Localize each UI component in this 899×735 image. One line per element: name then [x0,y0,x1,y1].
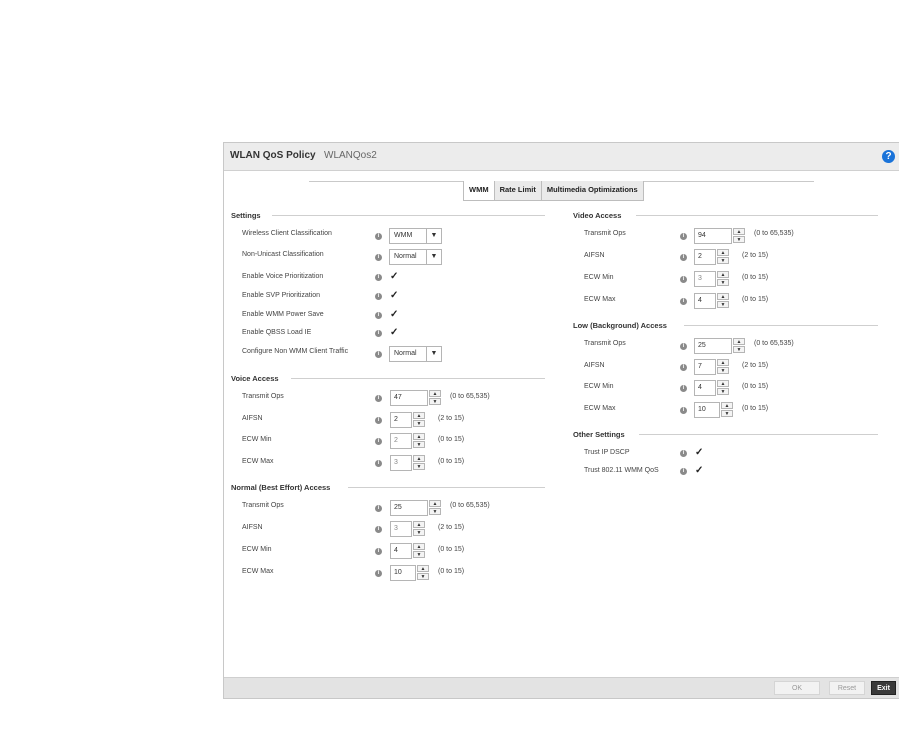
non-unicast-classification-select[interactable]: Normal ▼ [389,249,442,265]
tab-rate-limit[interactable]: Rate Limit [494,181,541,200]
normal-ecw-max-label: ECW Max [242,568,274,575]
info-icon[interactable]: i [680,364,687,371]
voice-ecw-min-range: (0 to 15) [438,436,465,443]
low-aifsn-label: AIFSN [584,362,605,369]
video-transmit-ops-range: (0 to 65,535) [754,230,794,237]
video-access-heading: Video Access [573,211,622,220]
spin-up-icon[interactable]: ▲ [417,565,429,572]
spin-down-icon[interactable]: ▼ [717,257,729,264]
spin-up-icon[interactable]: ▲ [717,271,729,278]
spin-down-icon[interactable]: ▼ [429,398,441,405]
help-icon[interactable]: ? [882,150,895,163]
low-access-heading: Low (Background) Access [573,321,667,330]
video-ecw-min-range: (0 to 15) [742,274,769,281]
spin-down-icon[interactable]: ▼ [717,301,729,308]
enable-voice-prioritization-label: Enable Voice Prioritization [242,273,324,280]
enable-svp-prioritization-checkbox[interactable]: ✓ [390,290,399,301]
ok-button[interactable]: OK [774,681,820,695]
spin-up-icon[interactable]: ▲ [733,228,745,235]
spin-up-icon[interactable]: ▲ [413,412,425,419]
normal-ecw-max-range: (0 to 15) [438,568,465,575]
spin-up-icon[interactable]: ▲ [717,380,729,387]
info-icon[interactable]: i [680,450,687,457]
spin-up-icon[interactable]: ▲ [413,543,425,550]
normal-ecw-min-label: ECW Min [242,546,272,553]
other-settings-divider [639,434,878,435]
voice-access-heading: Voice Access [231,374,279,383]
info-icon[interactable]: i [375,438,382,445]
spin-up-icon[interactable]: ▲ [721,402,733,409]
video-aifsn-range: (2 to 15) [742,252,769,259]
info-icon[interactable]: i [680,233,687,240]
policy-name: WLANQos2 [324,150,377,161]
voice-ecw-max-label: ECW Max [242,458,274,465]
info-icon[interactable]: i [680,468,687,475]
spin-down-icon[interactable]: ▼ [413,551,425,558]
info-icon[interactable]: i [375,274,382,281]
enable-svp-prioritization-label: Enable SVP Prioritization [242,292,321,299]
configure-non-wmm-select[interactable]: Normal ▼ [389,346,442,362]
spin-down-icon[interactable]: ▼ [413,420,425,427]
low-ecw-min-label: ECW Min [584,383,614,390]
tab-multimedia-optimizations[interactable]: Multimedia Optimizations [541,181,643,200]
exit-button[interactable]: Exit [871,681,896,695]
low-aifsn-range: (2 to 15) [742,362,769,369]
settings-divider [272,215,545,216]
spin-down-icon[interactable]: ▼ [717,388,729,395]
spin-down-icon[interactable]: ▼ [733,236,745,243]
trust-wmm-qos-label: Trust 802.11 WMM QoS [584,467,659,474]
info-icon[interactable]: i [375,570,382,577]
normal-access-heading: Normal (Best Effort) Access [231,483,331,492]
info-icon[interactable]: i [375,330,382,337]
wireless-client-classification-label: Wireless Client Classification [242,230,332,237]
enable-wmm-power-save-checkbox[interactable]: ✓ [390,309,399,320]
low-ecw-max-range: (0 to 15) [742,405,769,412]
info-icon[interactable]: i [680,254,687,261]
spin-down-icon[interactable]: ▼ [717,279,729,286]
info-icon[interactable]: i [375,505,382,512]
wireless-client-classification-select[interactable]: WMM ▼ [389,228,442,244]
spin-up-icon[interactable]: ▲ [429,390,441,397]
voice-ecw-max-range: (0 to 15) [438,458,465,465]
normal-access-divider [348,487,545,488]
info-icon[interactable]: i [375,395,382,402]
spin-up-icon[interactable]: ▲ [429,500,441,507]
info-icon[interactable]: i [375,293,382,300]
spin-down-icon[interactable]: ▼ [429,508,441,515]
spin-down-icon[interactable]: ▼ [733,346,745,353]
spin-down-icon[interactable]: ▼ [413,529,425,536]
enable-wmm-power-save-label: Enable WMM Power Save [242,311,324,318]
spin-down-icon[interactable]: ▼ [717,367,729,374]
tab-bar [463,181,644,201]
voice-transmit-ops-label: Transmit Ops [242,393,284,400]
info-icon[interactable]: i [375,254,382,261]
low-access-divider [684,325,878,326]
low-ecw-max-label: ECW Max [584,405,616,412]
trust-ip-dscp-checkbox[interactable]: ✓ [695,447,704,458]
info-icon[interactable]: i [375,417,382,424]
video-ecw-min-label: ECW Min [584,274,614,281]
low-transmit-ops-label: Transmit Ops [584,340,626,347]
trust-ip-dscp-label: Trust IP DSCP [584,449,630,456]
info-icon[interactable]: i [680,385,687,392]
spin-down-icon[interactable]: ▼ [413,441,425,448]
spin-down-icon[interactable]: ▼ [413,463,425,470]
spin-up-icon[interactable]: ▲ [717,249,729,256]
voice-access-divider [291,378,545,379]
info-icon[interactable]: i [375,351,382,358]
chevron-down-icon: ▼ [426,229,441,243]
spin-up-icon[interactable]: ▲ [413,455,425,462]
tab-wmm[interactable]: WMM [464,181,494,200]
info-icon[interactable]: i [375,548,382,555]
spin-up-icon[interactable]: ▲ [717,293,729,300]
title-bar [224,143,899,171]
wlan-qos-policy-panel: WLAN QoS Policy WLANQos2 ? WMM Rate Limit Multimedia Optimizations Settings Wireless Client Classification i WMM ▼ Non-Unicast Classification i Normal ▼ Enable Voice Prioritization i ✓ Enable SVP Prioritization i ✓ Enable WMM Power Save i ✓ Enable QBSS Load IE i ✓ Configure Non WMM Client Traffic i Normal ▼ Voice Access Transmit Ops i 47 ▲ ▼ (0 to 65,535) AIFSN i 2 ▲ ▼ (2 to 15) ECW Min i 2 ▲ ▼ (0 to 15) ECW Max i 3 ▲ ▼ (0 to 15) Normal (Best Effort) Access Transmit Ops i 25 ▲ ▼ (0 to 65,535) AIFSN i 3 ▲ ▼ (2 to 15) ECW Min i 4 ▲ ▼ (0 to 15) ECW Max i 10 ▲ ▼ (0 to 15) Video Access Transmit Ops i 94 ▲ ▼ (0 to 65,535) AIFSN i 2 ▲ ▼ (2 to 15) ECW Min i 3 ▲ ▼ (0 to 15) ECW Max i 4 ▲ ▼ (0 to 15) Low (Background) Access Transmit Ops i 25 ▲ ▼ (0 to 65,535) AIFSN i 7 ▲ ▼ (2 to 15) ECW Min i 4 ▲ ▼ (0 to 15) ECW Max i 10 ▲ ▼ (0 to 15) Other Settings Trust IP DSCP i ✓ Trust 802.11 WMM QoS i ✓ OK Reset Exit [223,142,899,699]
spin-up-icon[interactable]: ▲ [413,521,425,528]
spin-up-icon[interactable]: ▲ [717,359,729,366]
configure-non-wmm-label: Configure Non WMM Client Traffic [242,348,349,355]
video-transmit-ops-label: Transmit Ops [584,230,626,237]
voice-transmit-ops-range: (0 to 65,535) [450,393,490,400]
spin-up-icon[interactable]: ▲ [733,338,745,345]
spin-down-icon[interactable]: ▼ [721,410,733,417]
other-settings-heading: Other Settings [573,430,625,439]
info-icon[interactable]: i [680,276,687,283]
spin-up-icon[interactable]: ▲ [413,433,425,440]
info-icon[interactable]: i [375,312,382,319]
normal-aifsn-label: AIFSN [242,524,263,531]
voice-ecw-min-label: ECW Min [242,436,272,443]
action-bar [224,677,899,698]
low-ecw-min-range: (0 to 15) [742,383,769,390]
video-ecw-max-label: ECW Max [584,296,616,303]
trust-wmm-qos-checkbox[interactable]: ✓ [695,465,704,476]
video-ecw-max-range: (0 to 15) [742,296,769,303]
info-icon[interactable]: i [375,233,382,240]
settings-heading: Settings [231,211,261,220]
page-title: WLAN QoS Policy [230,150,316,161]
info-icon[interactable]: i [680,343,687,350]
normal-aifsn-range: (2 to 15) [438,524,465,531]
normal-ecw-min-range: (0 to 15) [438,546,465,553]
normal-transmit-ops-range: (0 to 65,535) [450,502,490,509]
reset-button[interactable]: Reset [829,681,865,695]
info-icon[interactable]: i [375,460,382,467]
chevron-down-icon: ▼ [426,250,441,264]
non-unicast-classification-label: Non-Unicast Classification [242,251,324,258]
spin-down-icon[interactable]: ▼ [417,573,429,580]
video-aifsn-label: AIFSN [584,252,605,259]
enable-qbss-load-ie-label: Enable QBSS Load IE [242,329,312,336]
chevron-down-icon: ▼ [426,347,441,361]
low-transmit-ops-range: (0 to 65,535) [754,340,794,347]
enable-voice-prioritization-checkbox[interactable]: ✓ [390,271,399,282]
enable-qbss-load-ie-checkbox[interactable]: ✓ [390,327,399,338]
video-access-divider [636,215,878,216]
info-icon[interactable]: i [680,298,687,305]
voice-aifsn-range: (2 to 15) [438,415,465,422]
normal-transmit-ops-label: Transmit Ops [242,502,284,509]
voice-aifsn-label: AIFSN [242,415,263,422]
info-icon[interactable]: i [375,526,382,533]
info-icon[interactable]: i [680,407,687,414]
